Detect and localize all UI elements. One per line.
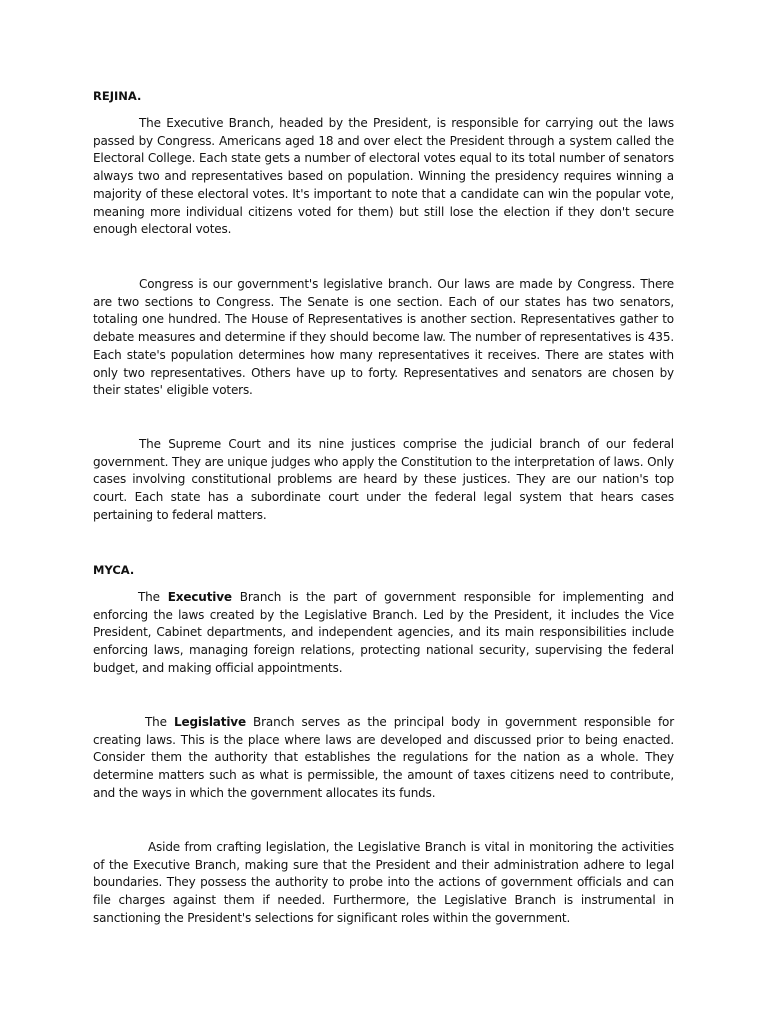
paragraph-lead: The [138,590,168,604]
section-heading-myca: MYCA. [93,563,135,577]
paragraph-body: Branch is the part of government responsible for implementing and enforcing the laws created by the Legislative Branch. Led by the President, it includes the Vice President, Cabinet departments, and independent agencies, and its main responsibilities include enforcing laws, managing foreign relations, protecting national security, supervising the federal budget, and making official appointments. [93,590,674,675]
paragraph-legislative-branch: Congress is our government's legislative branch. Our laws are made by Congress. There are two sections to Congress. The Senate is one section. Each of our states has two senators, totaling one hundred. The House of Representatives is another section. Representatives gather to debate measures and determine if they should become law. The number of representatives is 435. Each state's population determines how many representatives it receives. There are states with only two representatives. Others have up to forty. Representatives and senators are chosen by their states' eligible voters. [93,277,674,398]
section-heading-rejina: REJINA. [93,89,142,103]
paragraph-myca-executive [93,589,674,678]
paragraph-executive-branch: The Executive Branch, headed by the President, is responsible for carrying out the laws passed by Congress. Americans aged 18 and over elect the President through a system called the Electoral College. Each state gets a number of electoral votes equal to its total number of senators always two and representatives based on population. Winning the presidency requires winning a majority of these electoral votes. It's important to note that a candidate can win the popular vote, meaning more individual citizens voted for them) but still lose the election if they don't secure enough electoral votes. [93,116,674,237]
paragraph-myca-legislative [93,714,674,803]
paragraph-judicial-branch: The Supreme Court and its nine justices comprise the judicial branch of our federal government. They are unique judges who apply the Constitution to the interpretation of laws. Only cases involving constitutional problems are heard by these justices. They are our nation's top court. Each state has a subordinate court under the federal legal system that hears cases pertaining to federal matters. [93,437,674,522]
bold-term-executive: Executive [167,590,232,604]
paragraph-body: Branch serves as the principal body in government responsible for creating laws. This is the place where laws are developed and discussed prior to being enacted. Consider them the authority that establishes the regulations for the nation as a whole. They determine matters such as what is permissible, the amount of taxes citizens need to contribute, and the ways in which the government allocates its funds. [93,715,674,800]
paragraph-lead: The [145,715,174,729]
bold-term-legislative: Legislative [173,715,246,729]
paragraph-myca-oversight: Aside from crafting legislation, the Legislative Branch is vital in monitoring the activities of the Executive Branch, making sure that the President and their administration adhere to legal boundaries. They possess the authority to probe into the actions of government officials and can file charges against them if needed. Furthermore, the Legislative Branch is instrumental in sanctioning the President's selections for significant roles within the government. [93,840,674,925]
